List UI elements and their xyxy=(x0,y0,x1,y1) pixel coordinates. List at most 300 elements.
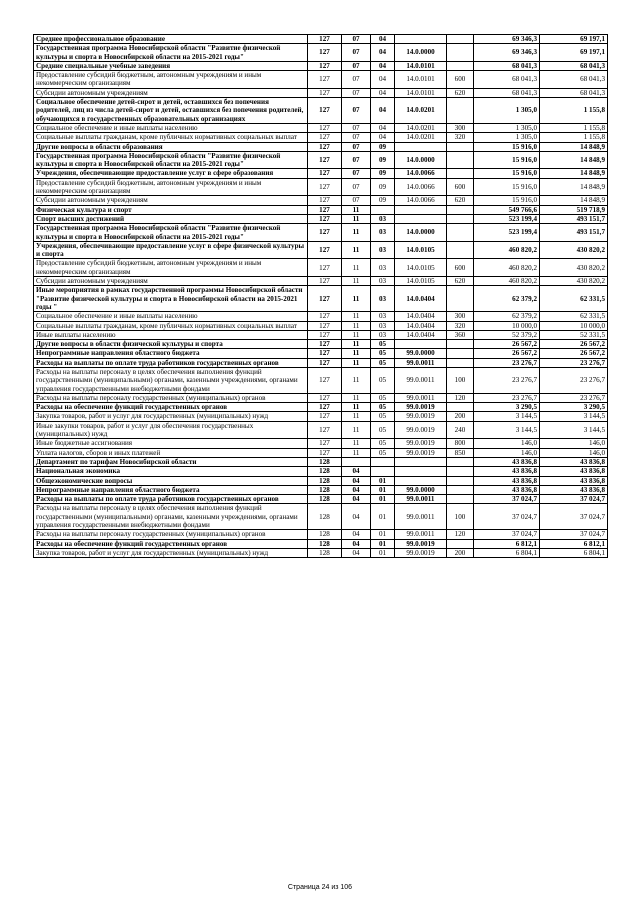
row-subsection: 01 xyxy=(371,485,395,494)
row-subsection xyxy=(371,205,395,214)
row-amount-plan: 460 820,2 xyxy=(474,241,540,259)
row-amount-plan: 62 379,2 xyxy=(474,312,540,321)
table-row xyxy=(34,530,608,539)
row-grbs: 127 xyxy=(308,35,342,44)
row-section: 11 xyxy=(342,205,371,214)
row-target-article: 99.0.0011 xyxy=(395,530,447,539)
row-name: Иные закупки товаров, работ и услуг для обеспечения государственных (муниципальных) нужд xyxy=(34,421,308,439)
row-expense-type xyxy=(447,151,474,169)
row-target-article: 14.0.0105 xyxy=(395,259,447,277)
row-subsection: 01 xyxy=(371,530,395,539)
table-row xyxy=(34,151,608,169)
row-name: Предоставление субсидий бюджетным, автономным учреждениям и иным некоммерческим организациям xyxy=(34,178,308,196)
row-section: 07 xyxy=(342,44,371,62)
row-name: Среднее профессиональное образование xyxy=(34,35,308,44)
row-target-article: 14.0.0066 xyxy=(395,169,447,178)
row-amount-fact: 23 276,7 xyxy=(540,367,608,393)
row-grbs: 127 xyxy=(308,403,342,412)
table-row xyxy=(34,142,608,151)
row-expense-type: 620 xyxy=(447,196,474,205)
table-row xyxy=(34,35,608,44)
row-name: Учреждения, обеспечивающие предоставление услуг в сфере физической культуры и спорта xyxy=(34,241,308,259)
table-row xyxy=(34,403,608,412)
row-target-article: 99.0.0011 xyxy=(395,504,447,530)
row-amount-plan: 3 144,5 xyxy=(474,421,540,439)
row-grbs: 127 xyxy=(308,312,342,321)
row-section: 07 xyxy=(342,169,371,178)
row-section: 11 xyxy=(342,412,371,421)
row-grbs: 127 xyxy=(308,330,342,339)
row-amount-plan: 146,0 xyxy=(474,448,540,457)
row-name: Предоставление субсидий бюджетным, автономным учреждениям и иным некоммерческим организациям xyxy=(34,259,308,277)
row-subsection: 01 xyxy=(371,495,395,504)
table-row xyxy=(34,133,608,142)
row-amount-plan: 23 276,7 xyxy=(474,358,540,367)
row-expense-type xyxy=(447,224,474,242)
table-row xyxy=(34,224,608,242)
row-section: 11 xyxy=(342,448,371,457)
row-grbs: 128 xyxy=(308,495,342,504)
row-amount-fact: 68 041,3 xyxy=(540,88,608,97)
budget-table xyxy=(33,34,608,558)
row-expense-type: 100 xyxy=(447,367,474,393)
row-expense-type xyxy=(447,358,474,367)
row-amount-plan: 43 836,8 xyxy=(474,476,540,485)
row-name: Расходы на выплаты персоналу государственных (муниципальных) органов xyxy=(34,393,308,402)
row-name: Субсидии автономным учреждениям xyxy=(34,88,308,97)
row-amount-plan: 1 305,0 xyxy=(474,123,540,132)
table-row xyxy=(34,548,608,557)
table-row xyxy=(34,330,608,339)
row-grbs: 127 xyxy=(308,340,342,349)
row-expense-type xyxy=(447,241,474,259)
table-row xyxy=(34,393,608,402)
row-target-article: 14.0.0201 xyxy=(395,98,447,124)
row-name: Государственная программа Новосибирской области "Развитие физической культуры и спорта в Новосибирской области на 2015-2021 годы" xyxy=(34,44,308,62)
row-grbs: 127 xyxy=(308,358,342,367)
row-expense-type: 320 xyxy=(447,133,474,142)
row-name: Иные бюджетные ассигнования xyxy=(34,439,308,448)
row-target-article: 14.0.0000 xyxy=(395,151,447,169)
row-amount-plan: 43 836,8 xyxy=(474,485,540,494)
row-section: 11 xyxy=(342,349,371,358)
row-section: 11 xyxy=(342,367,371,393)
row-target-article: 14.0.0000 xyxy=(395,44,447,62)
row-subsection: 04 xyxy=(371,35,395,44)
row-grbs: 127 xyxy=(308,88,342,97)
row-grbs: 127 xyxy=(308,241,342,259)
row-name: Расходы на выплаты по оплате труда работников государственных органов xyxy=(34,358,308,367)
row-name: Государственная программа Новосибирской области "Развитие физической культуры и спорта в Новосибирской области на 2015-2021 годы" xyxy=(34,151,308,169)
row-target-article: 14.0.0105 xyxy=(395,241,447,259)
row-name: Социальные выплаты гражданам, кроме публичных нормативных социальных выплат xyxy=(34,133,308,142)
row-grbs: 127 xyxy=(308,224,342,242)
row-target-article: 14.0.0000 xyxy=(395,224,447,242)
row-amount-plan: 460 820,2 xyxy=(474,259,540,277)
row-section: 04 xyxy=(342,495,371,504)
row-target-article: 14.0.0101 xyxy=(395,71,447,89)
row-section: 07 xyxy=(342,123,371,132)
row-grbs: 128 xyxy=(308,504,342,530)
row-target-article: 14.0.0101 xyxy=(395,88,447,97)
row-name: Физическая культура и спорт xyxy=(34,205,308,214)
row-subsection: 03 xyxy=(371,286,395,312)
row-name: Государственная программа Новосибирской области "Развитие физической культуры и спорта в Новосибирской области на 2015-2021 годы" xyxy=(34,224,308,242)
row-grbs: 128 xyxy=(308,476,342,485)
row-amount-plan: 1 305,0 xyxy=(474,133,540,142)
row-subsection: 04 xyxy=(371,61,395,70)
table-row xyxy=(34,495,608,504)
row-subsection: 05 xyxy=(371,393,395,402)
row-amount-fact: 3 290,5 xyxy=(540,403,608,412)
table-row xyxy=(34,61,608,70)
row-target-article: 14.0.0404 xyxy=(395,321,447,330)
row-subsection: 04 xyxy=(371,98,395,124)
row-amount-fact: 430 820,2 xyxy=(540,259,608,277)
row-target-article xyxy=(395,35,447,44)
row-name: Средние специальные учебные заведения xyxy=(34,61,308,70)
row-amount-fact: 43 836,8 xyxy=(540,485,608,494)
row-amount-plan: 37 024,7 xyxy=(474,504,540,530)
row-subsection: 04 xyxy=(371,88,395,97)
row-amount-fact: 62 331,5 xyxy=(540,312,608,321)
table-row xyxy=(34,358,608,367)
row-expense-type xyxy=(447,142,474,151)
row-subsection: 05 xyxy=(371,340,395,349)
row-section: 11 xyxy=(342,286,371,312)
row-expense-type xyxy=(447,214,474,223)
row-expense-type xyxy=(447,205,474,214)
row-target-article: 99.0.0011 xyxy=(395,495,447,504)
row-name: Непрограммные направления областного бюджета xyxy=(34,349,308,358)
row-amount-fact: 14 848,9 xyxy=(540,178,608,196)
row-amount-plan: 15 916,0 xyxy=(474,151,540,169)
row-amount-fact: 69 197,1 xyxy=(540,35,608,44)
row-expense-type: 100 xyxy=(447,504,474,530)
row-expense-type: 240 xyxy=(447,421,474,439)
row-amount-fact: 26 567,2 xyxy=(540,349,608,358)
row-grbs: 127 xyxy=(308,205,342,214)
row-amount-fact: 1 155,8 xyxy=(540,123,608,132)
row-subsection: 05 xyxy=(371,448,395,457)
row-subsection: 01 xyxy=(371,476,395,485)
row-amount-fact: 37 024,7 xyxy=(540,504,608,530)
row-grbs: 128 xyxy=(308,467,342,476)
row-target-article: 14.0.0105 xyxy=(395,277,447,286)
row-grbs: 127 xyxy=(308,439,342,448)
table-row xyxy=(34,485,608,494)
row-amount-fact: 6 812,1 xyxy=(540,539,608,548)
row-amount-plan: 6 804,1 xyxy=(474,548,540,557)
row-amount-plan: 3 144,5 xyxy=(474,412,540,421)
row-expense-type xyxy=(447,476,474,485)
row-section: 11 xyxy=(342,312,371,321)
row-target-article: 99.0.0011 xyxy=(395,358,447,367)
row-expense-type: 620 xyxy=(447,88,474,97)
row-grbs: 127 xyxy=(308,277,342,286)
row-section: 07 xyxy=(342,151,371,169)
row-grbs: 127 xyxy=(308,151,342,169)
row-expense-type: 600 xyxy=(447,259,474,277)
row-name: Спорт высших достижений xyxy=(34,214,308,223)
row-expense-type xyxy=(447,495,474,504)
row-amount-fact: 62 331,5 xyxy=(540,286,608,312)
row-name: Субсидии автономным учреждениям xyxy=(34,277,308,286)
row-subsection: 04 xyxy=(371,71,395,89)
row-amount-fact: 6 804,1 xyxy=(540,548,608,557)
row-amount-fact: 43 836,8 xyxy=(540,476,608,485)
row-expense-type xyxy=(447,485,474,494)
row-target-article: 14.0.0404 xyxy=(395,330,447,339)
row-target-article xyxy=(395,340,447,349)
row-subsection xyxy=(371,457,395,466)
row-subsection: 05 xyxy=(371,439,395,448)
row-amount-fact: 26 567,2 xyxy=(540,340,608,349)
row-subsection: 03 xyxy=(371,277,395,286)
row-expense-type: 620 xyxy=(447,277,474,286)
row-section: 07 xyxy=(342,61,371,70)
row-target-article: 14.0.0201 xyxy=(395,123,447,132)
row-section: 07 xyxy=(342,178,371,196)
row-section: 11 xyxy=(342,224,371,242)
row-subsection: 01 xyxy=(371,504,395,530)
row-name: Субсидии автономным учреждениям xyxy=(34,196,308,205)
row-expense-type: 360 xyxy=(447,330,474,339)
row-section: 04 xyxy=(342,485,371,494)
row-subsection xyxy=(371,467,395,476)
row-amount-fact: 14 848,9 xyxy=(540,169,608,178)
table-row xyxy=(34,340,608,349)
row-expense-type: 200 xyxy=(447,412,474,421)
row-amount-plan: 523 199,4 xyxy=(474,214,540,223)
row-expense-type: 800 xyxy=(447,439,474,448)
row-grbs: 127 xyxy=(308,393,342,402)
row-grbs: 127 xyxy=(308,196,342,205)
row-amount-plan: 37 024,7 xyxy=(474,530,540,539)
row-section: 11 xyxy=(342,340,371,349)
row-subsection: 03 xyxy=(371,312,395,321)
row-amount-plan: 23 276,7 xyxy=(474,393,540,402)
row-name: Общеэкономические вопросы xyxy=(34,476,308,485)
row-expense-type: 850 xyxy=(447,448,474,457)
row-grbs: 127 xyxy=(308,71,342,89)
row-name: Расходы на выплаты персоналу в целях обеспечения выполнения функций государственными (муниципальными) органами, казенными учреждениями, органами управления государственными внебюджетными фондами xyxy=(34,367,308,393)
row-expense-type: 200 xyxy=(447,548,474,557)
row-section: 11 xyxy=(342,277,371,286)
row-subsection: 09 xyxy=(371,196,395,205)
row-name: Расходы на обеспечение функций государственных органов xyxy=(34,539,308,548)
row-target-article: 99.0.0019 xyxy=(395,539,447,548)
row-name: Закупка товаров, работ и услуг для государственных (муниципальных) нужд xyxy=(34,548,308,557)
row-subsection: 03 xyxy=(371,330,395,339)
table-row xyxy=(34,312,608,321)
row-name: Департамент по тарифам Новосибирской области xyxy=(34,457,308,466)
row-subsection: 03 xyxy=(371,259,395,277)
row-amount-plan: 62 379,2 xyxy=(474,286,540,312)
row-subsection: 05 xyxy=(371,367,395,393)
row-section: 07 xyxy=(342,133,371,142)
row-subsection: 04 xyxy=(371,44,395,62)
table-row xyxy=(34,504,608,530)
row-grbs: 127 xyxy=(308,421,342,439)
row-grbs: 127 xyxy=(308,169,342,178)
row-expense-type xyxy=(447,340,474,349)
row-subsection: 01 xyxy=(371,539,395,548)
table-row xyxy=(34,196,608,205)
table-row xyxy=(34,421,608,439)
row-expense-type: 120 xyxy=(447,393,474,402)
row-amount-fact: 14 848,9 xyxy=(540,151,608,169)
row-subsection: 05 xyxy=(371,412,395,421)
row-name: Закупка товаров, работ и услуг для государственных (муниципальных) нужд xyxy=(34,412,308,421)
table-row xyxy=(34,44,608,62)
row-section: 11 xyxy=(342,393,371,402)
row-name: Другие вопросы в области образования xyxy=(34,142,308,151)
row-amount-fact: 146,0 xyxy=(540,439,608,448)
row-grbs: 128 xyxy=(308,457,342,466)
row-target-article: 14.0.0201 xyxy=(395,133,447,142)
row-grbs: 127 xyxy=(308,286,342,312)
row-target-article xyxy=(395,214,447,223)
row-subsection: 09 xyxy=(371,142,395,151)
row-name: Учреждения, обеспечивающие предоставление услуг в сфере образования xyxy=(34,169,308,178)
row-section: 07 xyxy=(342,196,371,205)
row-grbs: 127 xyxy=(308,448,342,457)
row-grbs: 127 xyxy=(308,178,342,196)
row-name: Непрограммные направления областного бюджета xyxy=(34,485,308,494)
row-amount-plan: 460 820,2 xyxy=(474,277,540,286)
row-section: 04 xyxy=(342,539,371,548)
row-subsection: 09 xyxy=(371,151,395,169)
row-name: Расходы на выплаты персоналу государственных (муниципальных) органов xyxy=(34,530,308,539)
row-section: 04 xyxy=(342,504,371,530)
table-row xyxy=(34,367,608,393)
row-section: 11 xyxy=(342,241,371,259)
row-amount-fact: 37 024,7 xyxy=(540,495,608,504)
row-amount-plan: 549 766,6 xyxy=(474,205,540,214)
row-amount-fact: 3 144,5 xyxy=(540,421,608,439)
row-name: Социальное обеспечение детей-сирот и детей, оставшихся без попечения родителей, лиц из числа детей-сирот и детей, оставшихся без попечения родителей, обучающихся в государственных образовательных организациях xyxy=(34,98,308,124)
row-target-article: 99.0.0011 xyxy=(395,367,447,393)
row-amount-plan: 26 567,2 xyxy=(474,349,540,358)
row-grbs: 128 xyxy=(308,548,342,557)
row-amount-fact: 430 820,2 xyxy=(540,241,608,259)
row-amount-plan: 15 916,0 xyxy=(474,169,540,178)
row-amount-fact: 14 848,9 xyxy=(540,196,608,205)
row-section xyxy=(342,457,371,466)
row-amount-fact: 23 276,7 xyxy=(540,393,608,402)
row-amount-fact: 519 718,9 xyxy=(540,205,608,214)
row-amount-plan: 52 379,2 xyxy=(474,330,540,339)
row-amount-fact: 37 024,7 xyxy=(540,530,608,539)
row-amount-fact: 14 848,9 xyxy=(540,142,608,151)
row-section: 04 xyxy=(342,530,371,539)
row-name: Социальные выплаты гражданам, кроме публичных нормативных социальных выплат xyxy=(34,321,308,330)
row-amount-plan: 523 199,4 xyxy=(474,224,540,242)
row-target-article xyxy=(395,467,447,476)
table-row xyxy=(34,178,608,196)
row-target-article: 99.0.0011 xyxy=(395,393,447,402)
row-section: 04 xyxy=(342,467,371,476)
row-amount-fact: 493 151,7 xyxy=(540,224,608,242)
row-section: 11 xyxy=(342,439,371,448)
row-expense-type xyxy=(447,349,474,358)
table-row xyxy=(34,259,608,277)
row-amount-plan: 37 024,7 xyxy=(474,495,540,504)
row-target-article: 99.0.0019 xyxy=(395,403,447,412)
row-amount-plan: 1 305,0 xyxy=(474,98,540,124)
row-target-article: 99.0.0019 xyxy=(395,412,447,421)
row-grbs: 127 xyxy=(308,44,342,62)
row-section: 07 xyxy=(342,88,371,97)
row-target-article: 14.0.0101 xyxy=(395,61,447,70)
row-expense-type: 600 xyxy=(447,178,474,196)
row-grbs: 127 xyxy=(308,61,342,70)
row-amount-fact: 68 041,3 xyxy=(540,61,608,70)
row-expense-type: 320 xyxy=(447,321,474,330)
row-target-article xyxy=(395,142,447,151)
row-name: Национальная экономика xyxy=(34,467,308,476)
row-expense-type: 300 xyxy=(447,123,474,132)
row-expense-type xyxy=(447,457,474,466)
row-name: Расходы на обеспечение функций государственных органов xyxy=(34,403,308,412)
row-amount-plan: 68 041,3 xyxy=(474,61,540,70)
table-row xyxy=(34,241,608,259)
row-amount-plan: 6 812,1 xyxy=(474,539,540,548)
table-row xyxy=(34,349,608,358)
row-amount-plan: 68 041,3 xyxy=(474,88,540,97)
row-grbs: 127 xyxy=(308,412,342,421)
row-section: 07 xyxy=(342,98,371,124)
row-amount-plan: 15 916,0 xyxy=(474,142,540,151)
row-name: Предоставление субсидий бюджетным, автономным учреждениям и иным некоммерческим организациям xyxy=(34,71,308,89)
row-subsection: 03 xyxy=(371,214,395,223)
row-expense-type xyxy=(447,61,474,70)
table-row xyxy=(34,169,608,178)
table-row xyxy=(34,277,608,286)
table-row xyxy=(34,286,608,312)
row-expense-type: 300 xyxy=(447,312,474,321)
row-expense-type xyxy=(447,403,474,412)
row-subsection: 03 xyxy=(371,224,395,242)
row-grbs: 127 xyxy=(308,133,342,142)
row-grbs: 127 xyxy=(308,214,342,223)
row-subsection: 09 xyxy=(371,169,395,178)
row-amount-plan: 43 836,8 xyxy=(474,457,540,466)
row-amount-fact: 1 155,8 xyxy=(540,98,608,124)
row-amount-fact: 52 331,5 xyxy=(540,330,608,339)
row-amount-plan: 26 567,2 xyxy=(474,340,540,349)
row-amount-fact: 69 197,1 xyxy=(540,44,608,62)
row-amount-plan: 69 346,3 xyxy=(474,44,540,62)
row-target-article: 14.0.0404 xyxy=(395,286,447,312)
row-name: Социальное обеспечение и иные выплаты населению xyxy=(34,123,308,132)
row-amount-fact: 10 000,0 xyxy=(540,321,608,330)
row-section: 04 xyxy=(342,476,371,485)
row-section: 11 xyxy=(342,214,371,223)
row-subsection: 01 xyxy=(371,548,395,557)
row-amount-fact: 3 144,5 xyxy=(540,412,608,421)
row-amount-fact: 23 276,7 xyxy=(540,358,608,367)
row-amount-fact: 146,0 xyxy=(540,448,608,457)
row-amount-fact: 43 836,8 xyxy=(540,467,608,476)
row-amount-plan: 15 916,0 xyxy=(474,196,540,205)
row-expense-type xyxy=(447,98,474,124)
row-expense-type: 120 xyxy=(447,530,474,539)
row-amount-fact: 43 836,8 xyxy=(540,457,608,466)
row-target-article: 14.0.0066 xyxy=(395,178,447,196)
row-name: Расходы на выплаты по оплате труда работников государственных органов xyxy=(34,495,308,504)
